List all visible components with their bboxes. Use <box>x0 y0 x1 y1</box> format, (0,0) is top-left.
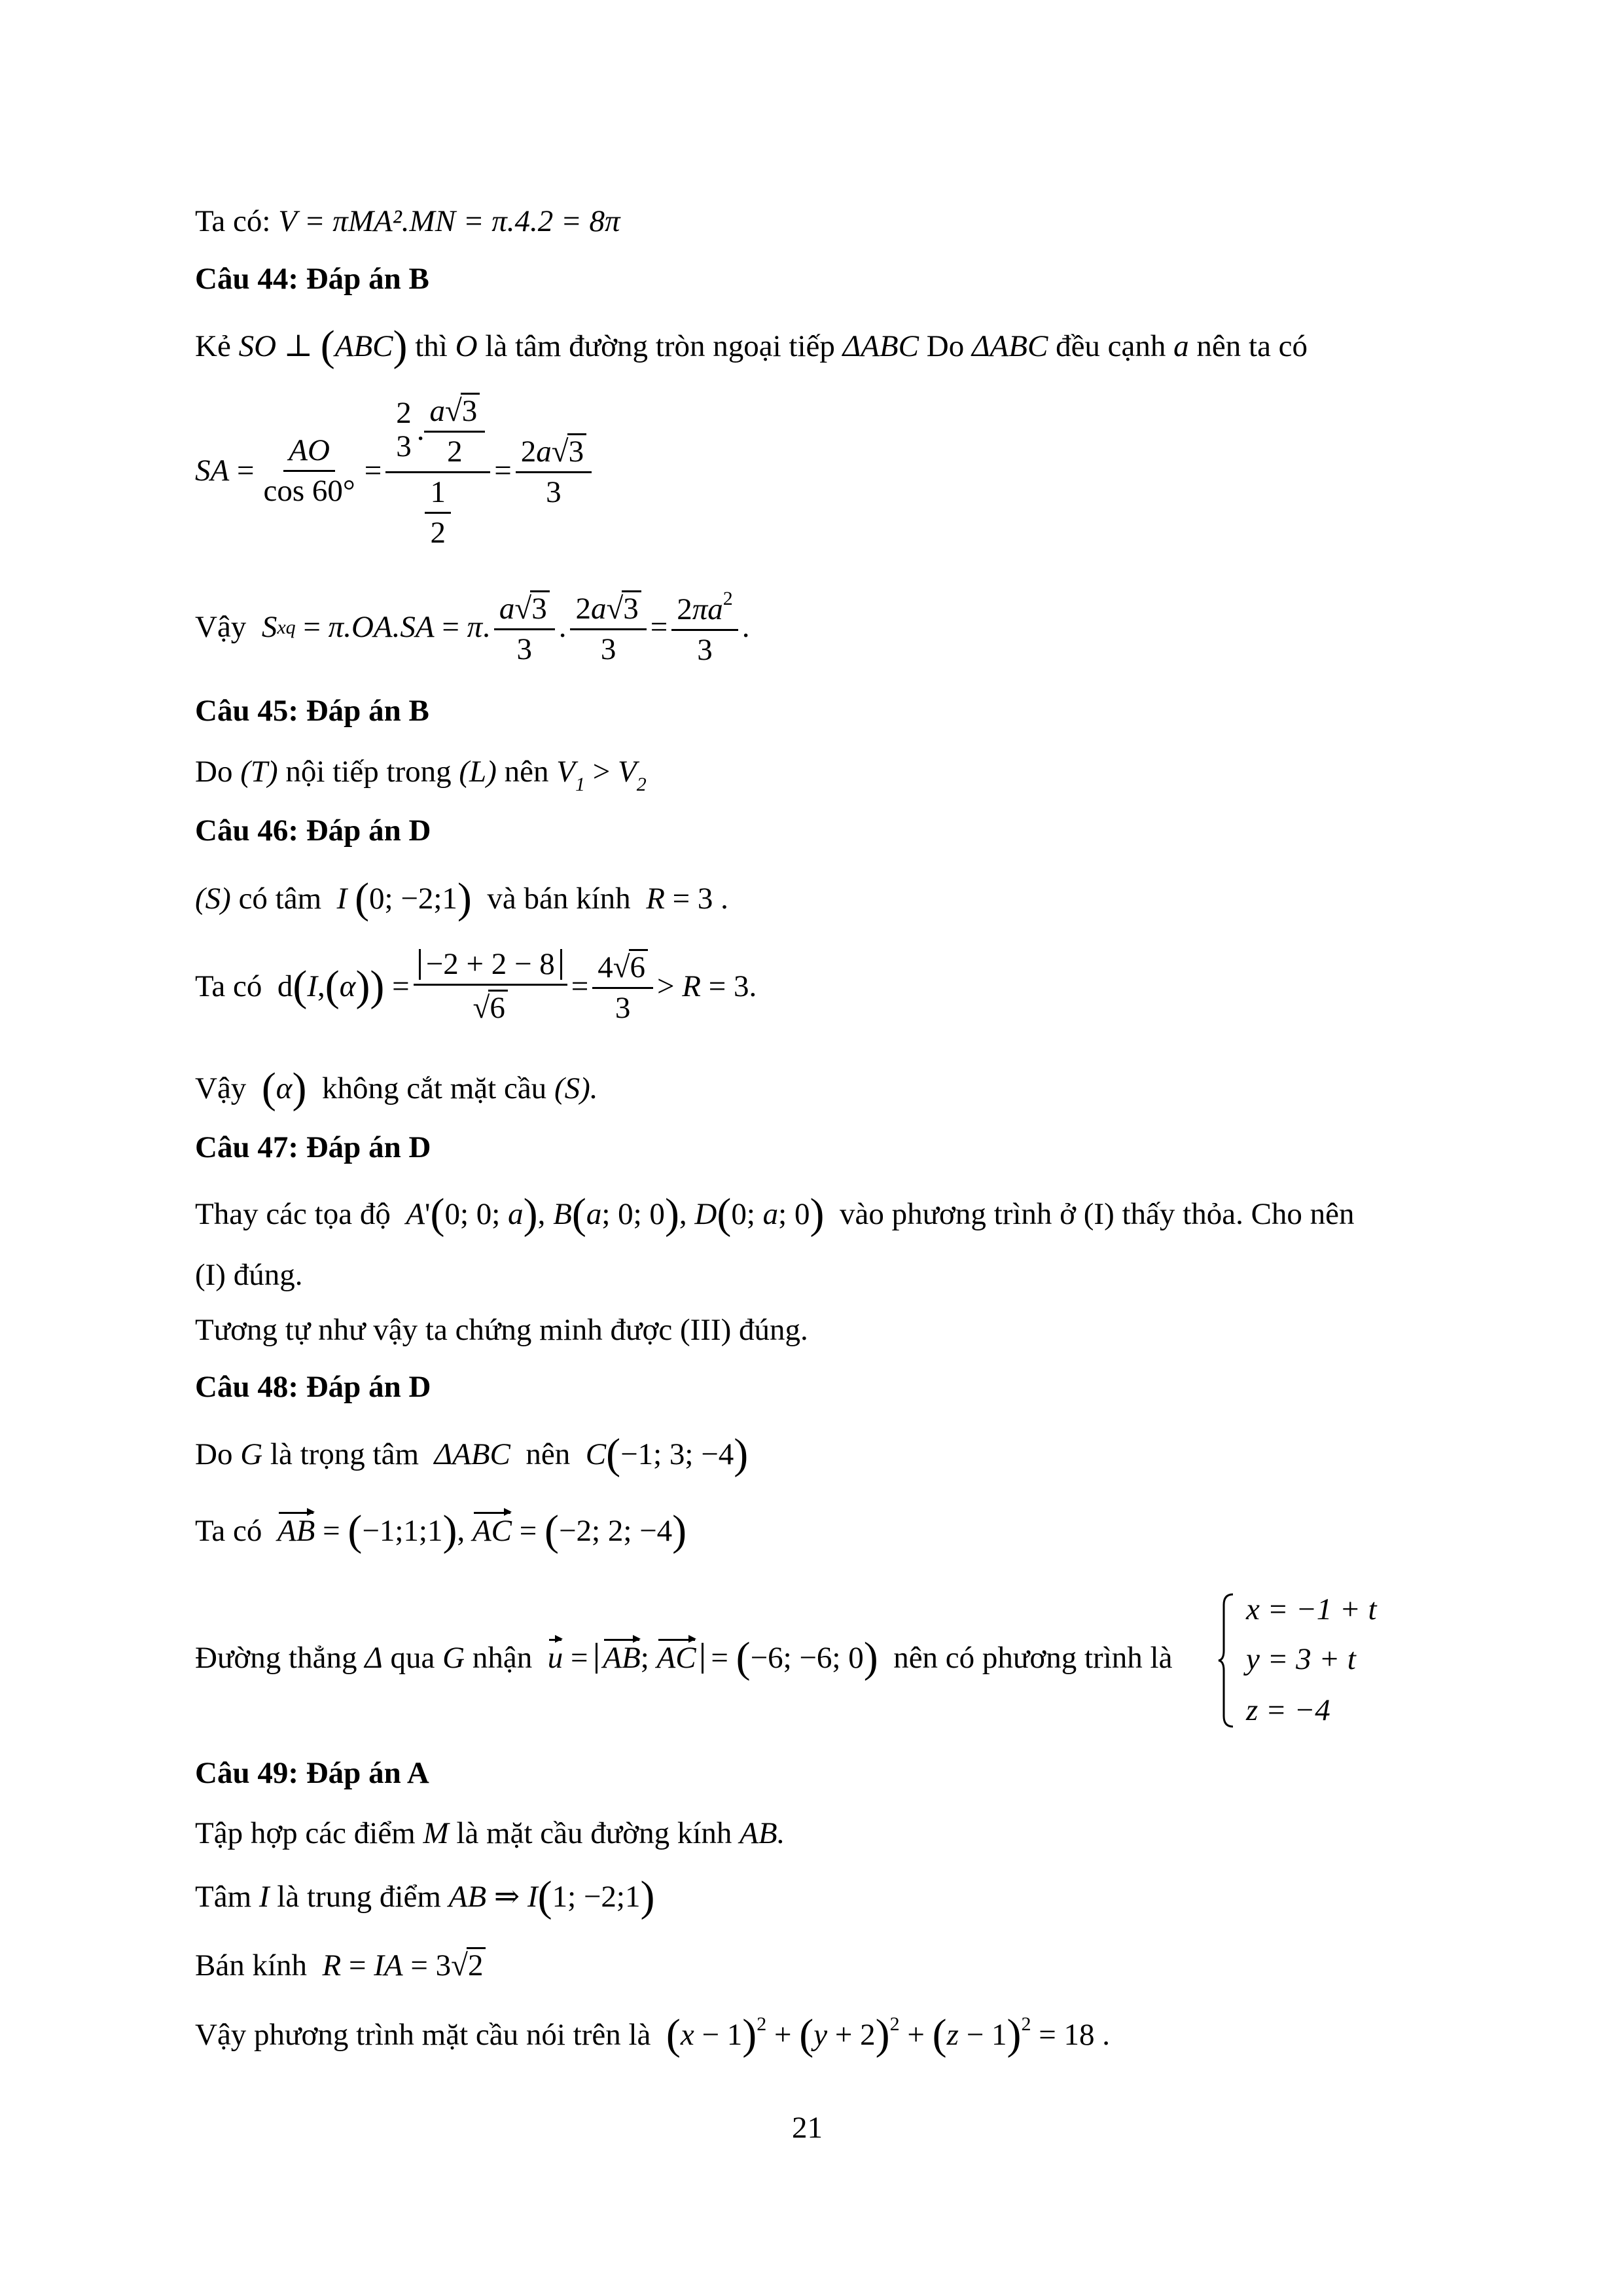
text: qua <box>390 1641 435 1675</box>
text: đều cạnh <box>1056 329 1166 363</box>
text: Vậy phương trình mặt cầu nói trên là <box>195 2018 651 2052</box>
line-q47-2: (I) đúng. <box>195 1258 303 1292</box>
equation-system <box>1217 1592 1400 1729</box>
text: Do <box>926 329 965 363</box>
text: Tâm <box>195 1880 252 1914</box>
text: Tập hợp các điểm <box>195 1816 416 1850</box>
heading-q45: Câu 45: Đáp án B <box>195 694 429 728</box>
text: thì <box>415 329 448 363</box>
formula-sxq: Vậy S xq = π.OA.SA = π . $\frac{a√3}{3}$ . $\frac{2a√3}{3}$ = $\frac{2\pi a^2}{3}$ . <box>195 588 750 667</box>
text: Kẻ <box>195 329 231 363</box>
text: nên ta có <box>1196 329 1308 363</box>
text: vào phương trình ở (I) thấy thỏa. Cho nên <box>839 1197 1355 1231</box>
formula-volume: V = πMA².MN = π.4.2 = 8π <box>278 204 620 238</box>
text: Ta có: <box>195 204 271 238</box>
line-q48-2: Ta có AB = (−1;1;1), AC = (−2; 2; −4) <box>195 1507 687 1554</box>
text: là mặt cầu đường kính <box>456 1816 732 1850</box>
system-row: y = 3 + t <box>1246 1642 1356 1676</box>
text: Ta có <box>195 969 262 1003</box>
line-q47-3: Tương tự như vậy ta chứng minh được (III) đúng. <box>195 1313 808 1347</box>
line-q49-4: Vậy phương trình mặt cầu nói trên là $(x - 1)^2 + (y + 2)^2 + (z - 1)^2 = 18$ . <box>195 2011 1110 2058</box>
line-volume <box>195 206 620 237</box>
text: Bán kính <box>195 1948 308 1982</box>
line-q44-1: Kẻ SO ⊥ (ABC) thì O là tâm đường tròn ngoại tiếp ΔABC Do ΔABC đều cạnh a nên ta có <box>195 322 1308 370</box>
system-row: z = −4 <box>1246 1693 1330 1727</box>
text: nội tiếp trong <box>285 755 452 789</box>
formula-distance: Ta có d ( I , ( α )) = $\frac{-2 + 2 - 8}{√6}$ = $\frac{4√6}{3}$ > R = 3. <box>195 947 757 1025</box>
text: AB. <box>740 1816 785 1850</box>
text: Vậy <box>195 1071 247 1105</box>
page-number: 21 <box>792 2111 823 2145</box>
line-q48-3: Đường thẳng Δ qua G nhận u = AB; AC = (−6; −6; 0) nên có phương trình là <box>195 1634 1173 1681</box>
line-q46-1: (S) có tâm I (0; −2;1) và bán kính R = 3 . <box>195 874 728 922</box>
text: Ta có <box>195 1514 262 1548</box>
heading-q44: Câu 44: Đáp án B <box>195 262 429 296</box>
text: Do <box>195 1437 233 1471</box>
line-q46-3: Vậy (α) không cắt mặt cầu (S). <box>195 1064 598 1112</box>
text: nhận <box>472 1641 533 1675</box>
text: nên <box>504 755 549 789</box>
text: Do <box>195 755 233 789</box>
text: (S). <box>554 1071 598 1105</box>
heading-q49: Câu 49: Đáp án A <box>195 1756 429 1790</box>
text: (T) <box>240 755 278 789</box>
text: Thay các tọa độ <box>195 1197 391 1231</box>
heading-q48: Câu 48: Đáp án D <box>195 1370 431 1404</box>
text: Đường thẳng <box>195 1641 357 1675</box>
formula-sa: SA = $\frac{AO}{\cos 60^\circ}$ = 2 3 . $\frac{a√3}{2}$ $\frac{1}{2}$ = $\frac{2a√3}{3}$ <box>195 393 596 548</box>
text: nên có phương trình là <box>893 1641 1173 1675</box>
line-q49-1: Tập hợp các điểm M là mặt cầu đường kính AB. <box>195 1816 785 1850</box>
line-q47-1: Thay các tọa độ A'(0; 0; a), B(a; 0; 0), D(0; a; 0) vào phương trình ở (I) thấy thỏa. Cho nên <box>195 1190 1355 1238</box>
system-row: x = −1 + t <box>1246 1592 1377 1626</box>
heading-q47: Câu 47: Đáp án D <box>195 1130 431 1164</box>
line-q48-1: Do G là trọng tâm ΔABC nên C(−1; 3; −4) <box>195 1430 749 1478</box>
text: không cắt mặt cầu <box>321 1071 547 1105</box>
text: nên <box>526 1437 571 1471</box>
line-q45: Do (T) nội tiếp trong (L) nên $V_1 > V_2$ <box>195 755 647 795</box>
line-q49-2: Tâm I là trung điểm AB ⇒ I(1; −2;1) <box>195 1873 655 1920</box>
text: là trung điểm <box>277 1880 441 1914</box>
text: là tâm đường tròn ngoại tiếp <box>485 329 835 363</box>
brace-icon <box>1217 1592 1236 1729</box>
text: (L) <box>459 755 497 789</box>
text: (S) <box>195 882 231 916</box>
text: và bán kính <box>487 882 631 916</box>
heading-q46: Câu 46: Đáp án D <box>195 814 431 848</box>
line-q49-3: Bán kính R = IA = 3√2 <box>195 1947 486 1981</box>
text: có tâm <box>238 882 322 916</box>
text: là trọng tâm <box>270 1437 419 1471</box>
